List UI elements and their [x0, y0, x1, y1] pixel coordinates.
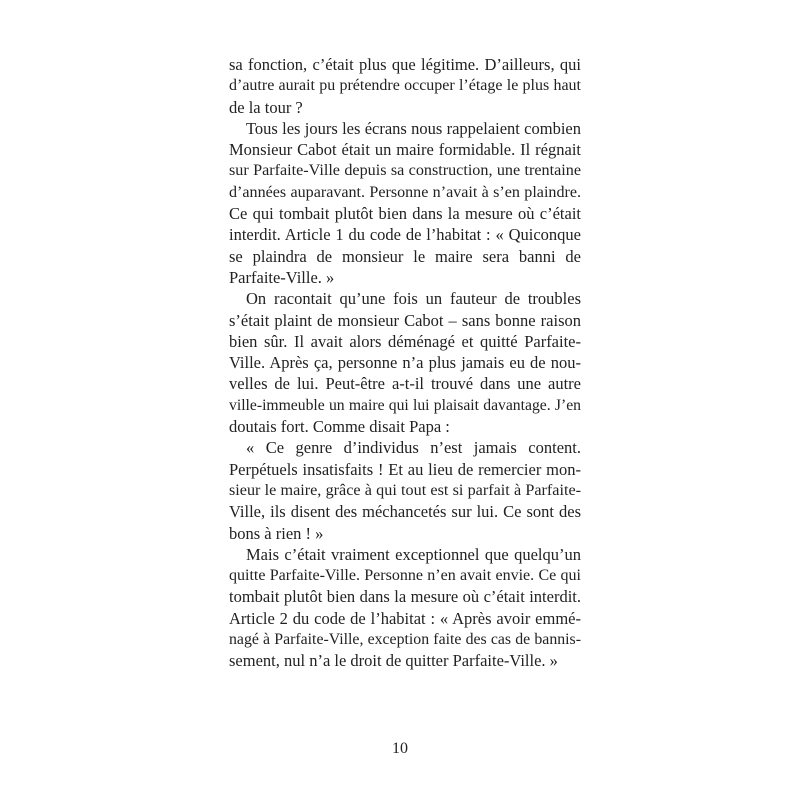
text-line: bien sûr. Il avait alors déménagé et quitté Parfaite- — [229, 331, 581, 351]
text-line: nagé à Parfaite-Ville, exception faite des cas de bannis- — [229, 631, 581, 649]
text-line: On racontait qu’une fois un fauteur de troubles — [246, 289, 581, 309]
text-line: Ville. Après ça, personne n’a plus jamais eu de nou- — [229, 353, 581, 373]
text-line: Monsieur Cabot était un maire formidable. Il régnait — [229, 140, 581, 160]
page-number: 10 — [392, 740, 408, 757]
text-line: Ce qui tombait plutôt bien dans la mesure où c’était — [229, 204, 581, 224]
text-line: Ville, ils disent des méchancetés sur lui. Ce sont des — [229, 502, 581, 522]
text-line: de la tour ? — [229, 97, 303, 117]
text-line: velles de lui. Peut-être a-t-il trouvé dans une autre — [229, 374, 581, 394]
text-line: Article 2 du code de l’habitat : « Après avoir emmé- — [229, 608, 581, 628]
text-line: d’années auparavant. Personne n’avait à s’en plaindre. — [229, 183, 581, 201]
text-line: « Ce genre d’individus n’est jamais content. — [246, 438, 581, 458]
text-line: quitte Parfaite-Ville. Personne n’en avait envie. Ce qui — [229, 567, 581, 585]
text-line: interdit. Article 1 du code de l’habitat : « Quiconque — [229, 225, 581, 245]
text-line: sur Parfaite-Ville depuis sa construction, une trentaine — [229, 162, 581, 180]
text-line: Tous les jours les écrans nous rappelaient combien — [246, 118, 581, 138]
body-text — [229, 54, 581, 672]
text-line: se plaindra de monsieur le maire sera banni de — [229, 246, 581, 266]
text-line: tombait plutôt bien dans la mesure où c’était interdit. — [229, 587, 581, 607]
text-line: ville-immeuble un maire qui lui plaisait davantage. J’en — [229, 396, 581, 414]
text-line: sa fonction, c’était plus que légitime. D’ailleurs, qui — [229, 55, 581, 74]
text-line: Mais c’était vraiment exceptionnel que quelqu’un — [246, 544, 581, 564]
text-line: d’autre aurait pu prétendre occuper l’étage le plus haut — [229, 77, 581, 95]
text-line: s’était plaint de monsieur Cabot – sans bonne raison — [229, 310, 581, 330]
text-line: bons à rien ! » — [229, 523, 324, 543]
text-line: Perpétuels insatisfaits ! Et au lieu de remercier mon- — [229, 459, 581, 479]
text-line: sieur le maire, grâce à qui tout est si parfait à Parfaite- — [229, 481, 581, 499]
text-line: Parfaite-Ville. » — [229, 267, 335, 287]
text-line: doutais fort. Comme disait Papa : — [229, 417, 450, 437]
text-line: sement, nul n’a le droit de quitter Parfaite-Ville. » — [229, 651, 558, 671]
